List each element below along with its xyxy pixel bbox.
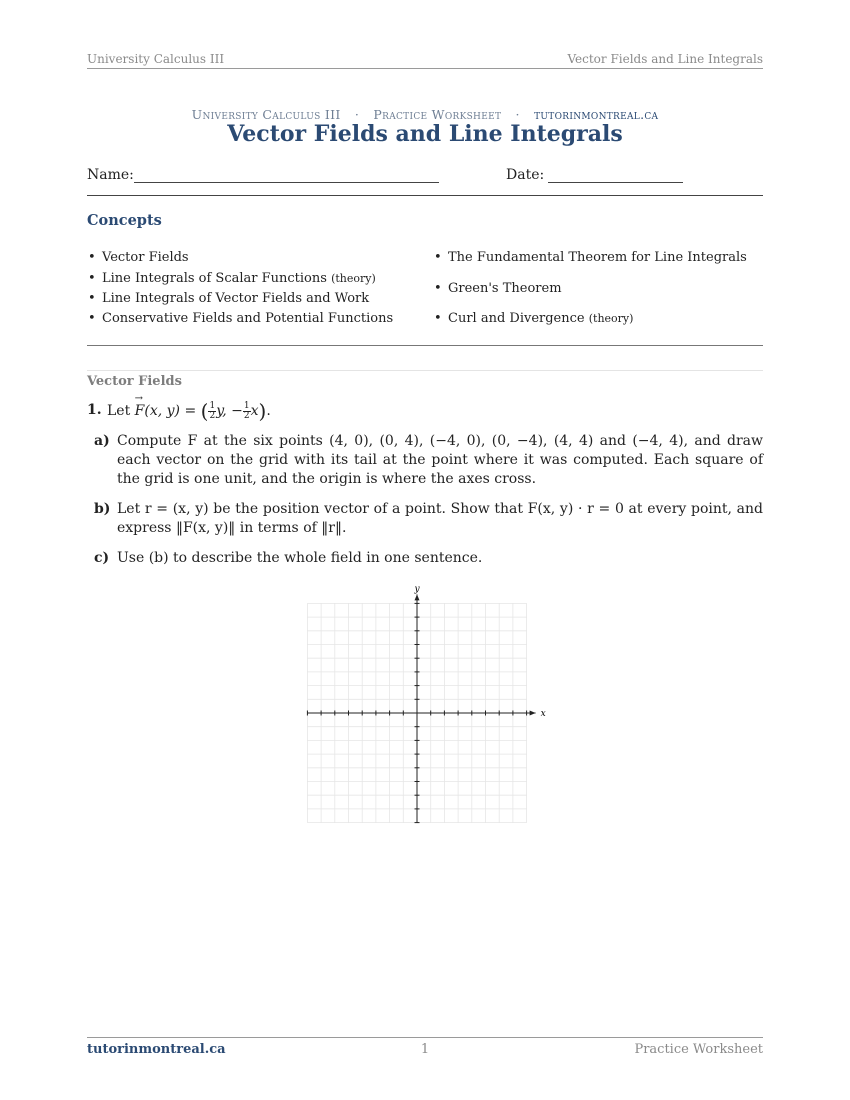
part-a-text: Compute F at the six points (4, 0), (0, 4), (−4, 0), (0, −4), (4, 4) and (−4, 4), and draw each vector on the grid with its tail at the point where it was computed. Each square of the grid is one unit, and the origin is where the axes cross. — [117, 433, 763, 487]
grid-svg — [300, 584, 546, 828]
concepts-heading: Concepts — [87, 212, 162, 229]
page-number: 1 — [420, 1042, 430, 1057]
list-item — [102, 291, 369, 306]
section-label: Vector Fields — [87, 374, 182, 389]
vector-F: → F — [135, 403, 145, 419]
list-item — [448, 281, 562, 296]
concept-label: Vector Fields — [102, 250, 189, 265]
question-period: . — [266, 403, 271, 419]
divider — [87, 370, 763, 371]
concept-note: (theory) — [331, 272, 376, 285]
part-c-label: c) — [94, 550, 110, 566]
date-field-line — [548, 182, 683, 183]
part-b-text: Let r = (x, y) be the position vector of a point. Show that F(x, y) · r = 0 at every point, and express ‖F(x, y)‖ in terms of ‖r‖. — [117, 501, 763, 536]
divider — [87, 345, 763, 346]
list-item — [102, 271, 376, 286]
axes — [307, 594, 535, 822]
answer-grid — [300, 584, 546, 828]
question-statement — [107, 399, 271, 423]
running-header-left: University Calculus III — [87, 52, 225, 66]
part-a-label: a) — [94, 433, 110, 449]
concept-label: Conservative Fields and Potential Functions — [102, 311, 394, 326]
x-axis-label: x — [540, 709, 546, 719]
concept-label: Line Integrals of Scalar Functions — [102, 271, 327, 286]
part-c-text: Use (b) to describe the whole field in one sentence. — [117, 550, 483, 566]
y-axis-arrowhead — [415, 594, 420, 600]
term-x: x — [250, 403, 259, 419]
question-args: (x, y) = — [144, 403, 197, 419]
concept-label: Curl and Divergence — [448, 311, 585, 326]
fraction — [243, 402, 251, 421]
page-title: Vector Fields and Line Integrals — [227, 121, 623, 147]
question-let: Let — [107, 403, 131, 419]
name-field-line — [134, 182, 439, 183]
kicker-site: tutorinmontreal.ca — [534, 107, 659, 122]
minus-sign: − — [231, 403, 243, 419]
fraction-denominator: 2 — [209, 410, 216, 421]
close-paren: ) — [258, 399, 267, 423]
fraction-numerator: 1 — [209, 400, 216, 411]
concept-label: Line Integrals of Vector Fields and Work — [102, 291, 370, 306]
kicker-separator: · — [354, 107, 360, 122]
concept-note: (theory) — [588, 312, 634, 325]
term-y: y, — [216, 403, 227, 419]
fraction-denominator: 2 — [243, 410, 250, 421]
divider — [87, 195, 763, 196]
name-label: Name: — [87, 167, 134, 183]
footer-site: tutorinmontreal.ca — [87, 1042, 226, 1057]
concept-label: Green's Theorem — [448, 281, 562, 296]
list-item — [102, 250, 189, 265]
open-paren: ( — [200, 399, 209, 423]
running-header-right: Vector Fields and Line Integrals — [567, 52, 763, 66]
list-item — [102, 311, 393, 326]
list-item — [448, 250, 747, 265]
kicker-type: Practice Worksheet — [373, 107, 502, 122]
footer-label: Practice Worksheet — [634, 1042, 763, 1057]
x-axis-arrowhead — [530, 711, 536, 716]
fraction-numerator: 1 — [243, 400, 250, 411]
footer-rule — [87, 1037, 763, 1038]
kicker-course: University Calculus III — [191, 107, 341, 122]
concept-label: The Fundamental Theorem for Line Integrals — [448, 250, 747, 265]
date-label: Date: — [506, 167, 545, 183]
kicker-separator: · — [515, 107, 520, 122]
y-axis-label: y — [414, 584, 420, 595]
header-rule — [87, 68, 763, 69]
part-b-label: b) — [94, 501, 111, 517]
question-number: 1. — [87, 402, 102, 418]
list-item — [448, 311, 633, 326]
kicker — [0, 107, 850, 122]
